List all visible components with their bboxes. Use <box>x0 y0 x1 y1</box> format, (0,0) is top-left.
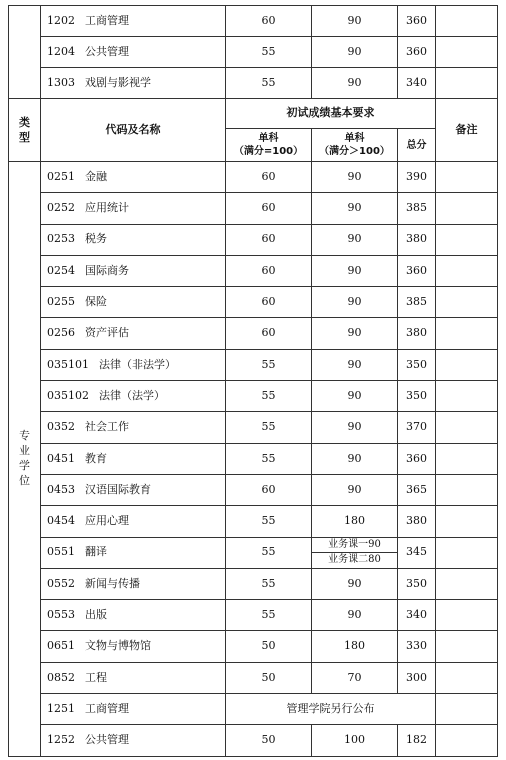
single-100-cell: 55 <box>226 443 312 474</box>
program-name: 应用统计 <box>85 201 129 215</box>
remark-cell <box>436 412 498 443</box>
split-top-value: 业务课一90 <box>328 539 381 551</box>
single-over100-cell: 90 <box>312 162 398 193</box>
split-bottom-value: 业务课二80 <box>312 552 397 567</box>
total-cell: 350 <box>398 381 436 412</box>
code-name-cell <box>41 631 226 662</box>
program-code: 0251 <box>47 169 75 183</box>
single-over100-cell: 90 <box>312 255 398 286</box>
code-name-cell <box>41 694 226 725</box>
table-row <box>9 662 498 693</box>
code-name-cell <box>41 474 226 505</box>
program-name: 资产评估 <box>85 326 129 340</box>
header-type: 类型 <box>9 99 41 162</box>
remark-cell <box>436 68 498 99</box>
header-total: 总分 <box>398 129 436 162</box>
single-over100-split-cell <box>312 537 398 568</box>
single-100-cell: 50 <box>226 725 312 756</box>
single-over100-cell: 90 <box>312 287 398 318</box>
program-name: 新闻与传播 <box>85 576 140 590</box>
remark-cell <box>436 224 498 255</box>
total-cell: 360 <box>398 255 436 286</box>
single-over100-cell: 90 <box>312 37 398 68</box>
single-over100-cell: 90 <box>312 381 398 412</box>
code-name-cell <box>41 600 226 631</box>
single-over100-cell: 90 <box>312 412 398 443</box>
single-100-cell: 55 <box>226 381 312 412</box>
program-code: 0253 <box>47 232 75 246</box>
single-100-cell: 60 <box>226 318 312 349</box>
single-100-cell: 50 <box>226 662 312 693</box>
remark-cell <box>436 600 498 631</box>
table-row <box>9 631 498 662</box>
program-code: 1252 <box>47 733 75 747</box>
category-professional-degree: 专业学位 <box>9 162 41 757</box>
total-cell: 360 <box>398 443 436 474</box>
total-cell: 182 <box>398 725 436 756</box>
table-row <box>9 725 498 756</box>
single-100-cell: 55 <box>226 412 312 443</box>
single-100-cell: 55 <box>226 506 312 537</box>
single-100-cell: 60 <box>226 287 312 318</box>
header-remark: 备注 <box>436 99 498 162</box>
single-100-cell: 60 <box>226 224 312 255</box>
table-row <box>9 443 498 474</box>
code-name-cell <box>41 287 226 318</box>
table-row <box>9 318 498 349</box>
remark-cell <box>436 568 498 599</box>
program-code: 0254 <box>47 263 75 277</box>
program-code: 0252 <box>47 201 75 215</box>
table-row <box>9 474 498 505</box>
code-name-cell <box>41 506 226 537</box>
program-code: 0451 <box>47 451 75 465</box>
code-name-cell <box>41 412 226 443</box>
single-100-cell: 55 <box>226 37 312 68</box>
total-cell: 385 <box>398 287 436 318</box>
program-name: 汉语国际教育 <box>85 482 151 496</box>
code-name-cell <box>41 318 226 349</box>
single-100-cell: 60 <box>226 193 312 224</box>
code-name-cell <box>41 224 226 255</box>
table-row <box>9 37 498 68</box>
program-code: 1202 <box>47 13 75 27</box>
program-code: 0552 <box>47 576 75 590</box>
code-name-cell <box>41 662 226 693</box>
remark-cell <box>436 725 498 756</box>
single-100-cell: 55 <box>226 568 312 599</box>
single-over100-cell: 90 <box>312 193 398 224</box>
remark-cell <box>436 474 498 505</box>
code-name-cell <box>41 193 226 224</box>
code-name-cell <box>41 68 226 99</box>
program-code: 0454 <box>47 514 75 528</box>
total-cell: 340 <box>398 68 436 99</box>
program-name: 工商管理 <box>85 701 129 715</box>
program-code: 1251 <box>47 701 75 715</box>
code-name-cell <box>41 162 226 193</box>
single-100-cell: 60 <box>226 255 312 286</box>
table-row <box>9 600 498 631</box>
program-code: 0852 <box>47 670 75 684</box>
single-over100-cell: 70 <box>312 662 398 693</box>
program-code: 0553 <box>47 607 75 621</box>
program-name: 金融 <box>85 169 107 183</box>
remark-cell <box>436 662 498 693</box>
program-name: 应用心理 <box>85 514 129 528</box>
table-row <box>9 381 498 412</box>
program-name: 翻译 <box>85 545 107 559</box>
total-cell: 390 <box>398 162 436 193</box>
total-cell: 365 <box>398 474 436 505</box>
single-over100-cell: 90 <box>312 224 398 255</box>
program-name: 出版 <box>85 607 107 621</box>
program-name: 法律（法学） <box>99 388 165 402</box>
table-row <box>9 162 498 193</box>
single-over100-cell: 90 <box>312 68 398 99</box>
code-name-cell <box>41 537 226 568</box>
program-name: 社会工作 <box>85 420 129 434</box>
header-code-name: 代码及名称 <box>41 99 226 162</box>
single-100-cell: 60 <box>226 162 312 193</box>
header-single-100: 单科 （满分=100） <box>226 129 312 162</box>
total-cell: 380 <box>398 224 436 255</box>
program-code: 0256 <box>47 326 75 340</box>
total-cell: 360 <box>398 37 436 68</box>
program-name: 国际商务 <box>85 263 129 277</box>
header-requirements: 初试成绩基本要求 <box>226 99 436 129</box>
table-row <box>9 694 498 725</box>
score-requirements-table <box>8 5 498 757</box>
single-100-cell: 50 <box>226 631 312 662</box>
table-row <box>9 193 498 224</box>
remark-cell <box>436 6 498 37</box>
program-name: 税务 <box>85 232 107 246</box>
table-row <box>9 6 498 37</box>
remark-cell <box>436 162 498 193</box>
program-code: 0255 <box>47 295 75 309</box>
table-row <box>9 412 498 443</box>
single-100-cell: 55 <box>226 349 312 380</box>
total-cell: 385 <box>398 193 436 224</box>
remark-cell <box>436 381 498 412</box>
single-100-cell: 60 <box>226 6 312 37</box>
single-100-cell: 60 <box>226 474 312 505</box>
remark-cell <box>436 255 498 286</box>
table-row <box>9 255 498 286</box>
program-name: 文物与博物馆 <box>85 639 151 653</box>
header-single-over100: 单科 （满分＞100） <box>312 129 398 162</box>
code-name-cell <box>41 37 226 68</box>
remark-cell <box>436 506 498 537</box>
remark-cell <box>436 631 498 662</box>
code-name-cell <box>41 349 226 380</box>
code-name-cell <box>41 568 226 599</box>
single-over100-cell: 180 <box>312 506 398 537</box>
total-cell: 350 <box>398 568 436 599</box>
table-row <box>9 537 498 568</box>
total-cell: 350 <box>398 349 436 380</box>
program-code: 0651 <box>47 639 75 653</box>
single-over100-cell: 90 <box>312 6 398 37</box>
single-100-cell: 55 <box>226 600 312 631</box>
single-100-cell: 55 <box>226 68 312 99</box>
program-name: 公共管理 <box>85 733 129 747</box>
total-cell: 360 <box>398 6 436 37</box>
code-name-cell <box>41 6 226 37</box>
program-name: 工商管理 <box>85 13 129 27</box>
single-over100-cell: 90 <box>312 600 398 631</box>
program-code: 035102 <box>47 388 89 402</box>
remark-cell <box>436 443 498 474</box>
total-cell: 380 <box>398 506 436 537</box>
program-name: 教育 <box>85 451 107 465</box>
table-row <box>9 349 498 380</box>
program-code: 1303 <box>47 75 75 89</box>
remark-cell <box>436 694 498 725</box>
single-over100-cell: 90 <box>312 443 398 474</box>
program-name: 保险 <box>85 295 107 309</box>
total-cell: 345 <box>398 537 436 568</box>
total-cell: 340 <box>398 600 436 631</box>
program-code: 035101 <box>47 357 89 371</box>
code-name-cell <box>41 255 226 286</box>
program-code: 0352 <box>47 420 75 434</box>
single-over100-cell: 90 <box>312 349 398 380</box>
remark-cell <box>436 349 498 380</box>
total-cell: 380 <box>398 318 436 349</box>
table-row <box>9 287 498 318</box>
table-row <box>9 224 498 255</box>
single-100-cell: 55 <box>226 537 312 568</box>
single-over100-cell: 100 <box>312 725 398 756</box>
notice-cell: 管理学院另行公布 <box>226 694 436 725</box>
total-cell: 300 <box>398 662 436 693</box>
category-cell-empty <box>9 6 41 99</box>
single-over100-cell: 90 <box>312 568 398 599</box>
remark-cell <box>436 37 498 68</box>
code-name-cell <box>41 443 226 474</box>
program-name: 公共管理 <box>85 44 129 58</box>
table-row <box>9 568 498 599</box>
code-name-cell <box>41 725 226 756</box>
program-name: 法律（非法学） <box>99 357 176 371</box>
program-name: 工程 <box>85 670 107 684</box>
program-code: 0551 <box>47 545 75 559</box>
header-row <box>9 99 498 129</box>
single-over100-cell: 90 <box>312 318 398 349</box>
remark-cell <box>436 318 498 349</box>
program-code: 0453 <box>47 482 75 496</box>
table-row <box>9 68 498 99</box>
program-code: 1204 <box>47 44 75 58</box>
single-over100-cell: 90 <box>312 474 398 505</box>
table-row <box>9 506 498 537</box>
total-cell: 370 <box>398 412 436 443</box>
remark-cell <box>436 287 498 318</box>
single-over100-cell: 180 <box>312 631 398 662</box>
code-name-cell <box>41 381 226 412</box>
remark-cell <box>436 193 498 224</box>
total-cell: 330 <box>398 631 436 662</box>
remark-cell <box>436 537 498 568</box>
program-name: 戏剧与影视学 <box>85 75 151 89</box>
